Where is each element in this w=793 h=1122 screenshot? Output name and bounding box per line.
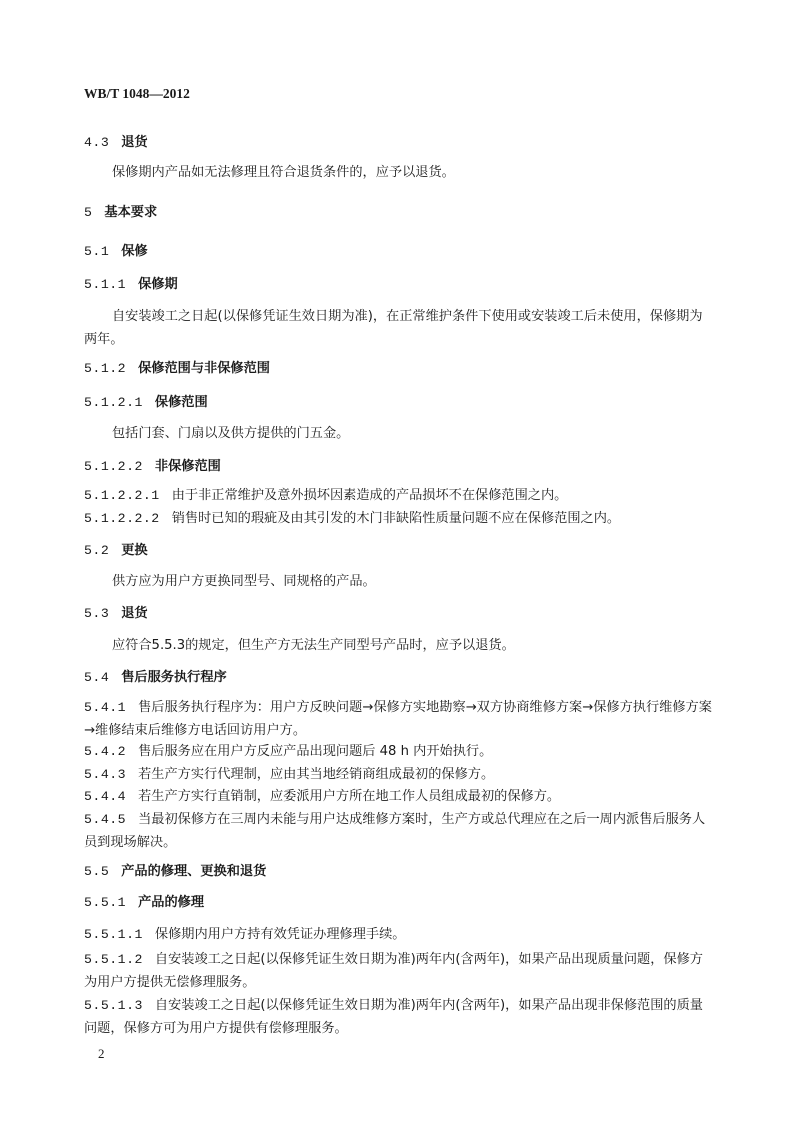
clause — [84, 697, 714, 742]
clause-number: 5.1.1 — [84, 277, 127, 292]
clause-text: 由于非正常维护及意外损坏因素造成的产品损坏不在保修范围之内。 — [171, 488, 568, 503]
clause-text: 若生产方实行直销制，应委派用户方所在地工作人员组成最初的保修方。 — [138, 789, 561, 804]
paragraph — [84, 306, 714, 351]
clause-number: 5.1.2.2.1 — [84, 488, 160, 503]
section-heading — [84, 358, 714, 381]
paragraph — [84, 162, 714, 185]
clause-text: 自安装竣工之日起(以保修凭证生效日期为准)两年内(含两年)，如果产品出现非保修范围的质量问题，保修方可为用户方提供有偿修理服务。 — [84, 998, 703, 1036]
clause — [84, 741, 714, 764]
section-heading — [84, 392, 714, 415]
clause-text: 保修 — [121, 244, 148, 259]
clause-number: 5.4.1 — [84, 700, 127, 715]
page-number: 2 — [98, 1046, 105, 1061]
clause-text: 售后服务应在用户方反应产品出现问题后 48 h 内开始执行。 — [138, 744, 493, 759]
paragraph — [84, 423, 714, 446]
section-heading — [84, 241, 714, 264]
clause-text: 保修期 — [138, 277, 178, 292]
clause-number: 5.1.2.1 — [84, 395, 143, 410]
clause-number: 5.2 — [84, 543, 110, 558]
clause-text: 自安装竣工之日起(以保修凭证生效日期为准)，在正常维护条件下使用或安装竣工后未使用，保修期为两年。 — [84, 309, 703, 347]
clause — [84, 508, 714, 531]
clause-text: 售后服务执行程序为：用户方反映问题→保修方实地勘察→双方协商维修方案→保修方执行维修方案→维修结束后维修方电话回访用户方。 — [84, 700, 712, 738]
clause-text: 退货 — [121, 606, 148, 621]
section-heading — [84, 540, 714, 563]
section-heading — [84, 274, 714, 297]
clause-text: 非保修范围 — [154, 459, 221, 474]
clause-number: 4.3 — [84, 135, 110, 150]
section-heading — [84, 861, 714, 884]
clause-text: 保修期内用户方持有效凭证办理修理手续。 — [154, 927, 406, 942]
document-code-header: WB/T 1048—2012 — [84, 86, 190, 101]
clause — [84, 809, 714, 854]
clause-text: 包括门套、门扇以及供方提供的门五金。 — [112, 426, 350, 441]
clause-text: 保修期内产品如无法修理且符合退货条件的，应予以退货。 — [112, 165, 455, 180]
clause-number: 5.5.1.3 — [84, 998, 143, 1013]
clause-text: 售后服务执行程序 — [121, 670, 227, 685]
clause-text: 销售时已知的瑕疵及由其引发的木门非缺陷性质量问题不应在保修范围之内。 — [171, 511, 621, 526]
section-heading — [84, 202, 714, 225]
clause — [84, 924, 714, 947]
section-heading — [84, 456, 714, 479]
clause-text: 产品的修理 — [138, 895, 205, 910]
clause-number: 5.1.2.2 — [84, 459, 143, 474]
clause-text: 退货 — [121, 135, 148, 150]
clause — [84, 995, 714, 1040]
clause-number: 5.1.2.2.2 — [84, 511, 160, 526]
clause-number: 5.5.1.1 — [84, 927, 143, 942]
clause-number: 5.4.4 — [84, 789, 127, 804]
clause-text: 自安装竣工之日起(以保修凭证生效日期为准)两年内(含两年)，如果产品出现质量问题，保修方为用户方提供无偿修理服务。 — [84, 952, 703, 990]
clause-text: 若生产方实行代理制，应由其当地经销商组成最初的保修方。 — [138, 767, 495, 782]
clause-text: 更换 — [121, 543, 148, 558]
section-heading — [84, 667, 714, 690]
paragraph — [84, 635, 714, 658]
clause-number: 5 — [84, 205, 93, 220]
clause-text: 供方应为用户方更换同型号、同规格的产品。 — [112, 574, 376, 589]
clause-number: 5.5.1 — [84, 895, 127, 910]
clause — [84, 786, 714, 809]
clause-number: 5.1.2 — [84, 361, 127, 376]
section-heading — [84, 603, 714, 626]
clause-number: 5.3 — [84, 606, 110, 621]
clause-text: 保修范围 — [154, 395, 208, 410]
clause-text: 当最初保修方在三周内未能与用户达成维修方案时，生产方或总代理应在之后一周内派售后服务人员到现场解决。 — [84, 812, 706, 850]
clause-number: 5.4.3 — [84, 767, 127, 782]
clause-text: 基本要求 — [104, 205, 158, 220]
section-heading — [84, 132, 714, 155]
clause-number: 5.1 — [84, 244, 110, 259]
clause-number: 5.5 — [84, 864, 110, 879]
clause — [84, 764, 714, 787]
clause — [84, 949, 714, 994]
clause-number: 5.4.2 — [84, 744, 127, 759]
clause-number: 5.5.1.2 — [84, 952, 143, 967]
clause-number: 5.4.5 — [84, 812, 127, 827]
section-heading — [84, 892, 714, 915]
clause — [84, 485, 714, 508]
clause-text: 应符合5.5.3的规定，但生产方无法生产同型号产品时，应予以退货。 — [112, 638, 515, 653]
clause-number: 5.4 — [84, 670, 110, 685]
clause-text: 产品的修理、更换和退货 — [121, 864, 267, 879]
clause-text: 保修范围与非保修范围 — [138, 361, 270, 376]
paragraph — [84, 571, 714, 594]
